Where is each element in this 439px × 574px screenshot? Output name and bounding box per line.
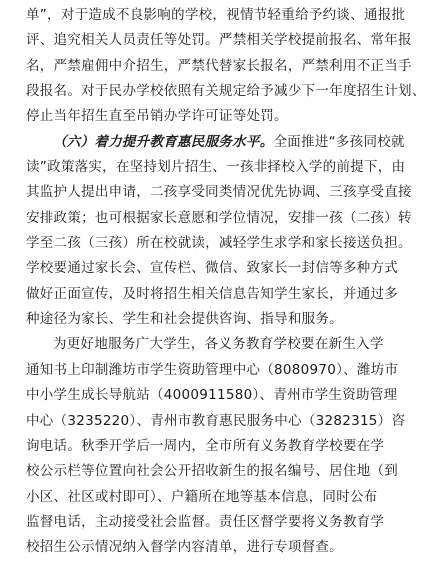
text-line: 中心（3235220）、青州市教育惠民服务中心（3282315）咨 (26, 412, 406, 429)
section-6-second-line (26, 155, 423, 180)
text-line: 停止当年招生直至吊销办学许可证等处罚。 (26, 108, 288, 125)
text-line: 学校要通过家长会、宣传栏、微信、致家长一封信等多种方式 (26, 260, 399, 277)
text-line: 校公示栏等位置向社会公开招收新生的报名编号、居住地（到 (26, 463, 399, 480)
text-line: 政策落实，在坚持划片招生、一孩非择校入学的前提下，由 (47, 159, 406, 176)
section-6-text: 全面推进“多孩同校就 (273, 133, 405, 150)
text-line: 评、追究相关人员责任等处罚。严禁相关学校提前报名、常年报 (26, 32, 412, 49)
text-line: 监督电话，主动接受社会监督。责任区督学要将义务教育学 (26, 513, 385, 530)
text-line: 段报名。对于民办学校依照有关规定给予减少下一年度招生计划、 (26, 83, 426, 100)
text-line: 种途径为家长、学生和社会提供咨询、指导和服务。 (26, 311, 343, 328)
text-line: 名，严禁雇佣中介招生，严禁代替家长报名，严禁利用不正当手 (26, 57, 412, 74)
text-line: 询电话。秋季开学后一周内，全市所有义务教育学校要在学 (26, 437, 385, 454)
paragraph-first-line: 为更好地服务广大学生，各义务教育学校要在新生入学 (53, 336, 384, 353)
section-6-second-line-start: 读” (26, 159, 48, 176)
text-line: 单”，对于造成不良影响的学校，视情节轻重给予约谈、通报批 (26, 7, 406, 23)
section-6-first-line (26, 130, 423, 155)
text-line: 中小学生成长导航站（4000911580）、青州市学生资助管理 (26, 387, 398, 404)
section-6-heading: （六）着力提升教育惠民服务水平。 (53, 133, 274, 150)
text-line: 小区、社区或村即可）、户籍所在地等基本信息，同时公布 (26, 488, 378, 505)
text-line: 其监护人提出申请，二孩享受同类情况优先协调、三孩享受直接 (26, 184, 412, 201)
text-line: 校招生公示情况纳入督学内容清单，进行专项督查。 (26, 539, 343, 556)
text-line: 做好正面宣传，及时将招生相关信息告知学生家长，并通过多 (26, 285, 399, 302)
text-line: 学至二孩（三孩）所在校就读，减轻学生求学和家长接送负担。 (26, 235, 412, 252)
text-line: 通知书上印制潍坊市学生资助管理中心（8080970）、潍坊市 (26, 361, 399, 378)
text-line: 安排政策；也可根据家长意愿和学位情况，安排一孩（二孩）转 (26, 209, 412, 226)
